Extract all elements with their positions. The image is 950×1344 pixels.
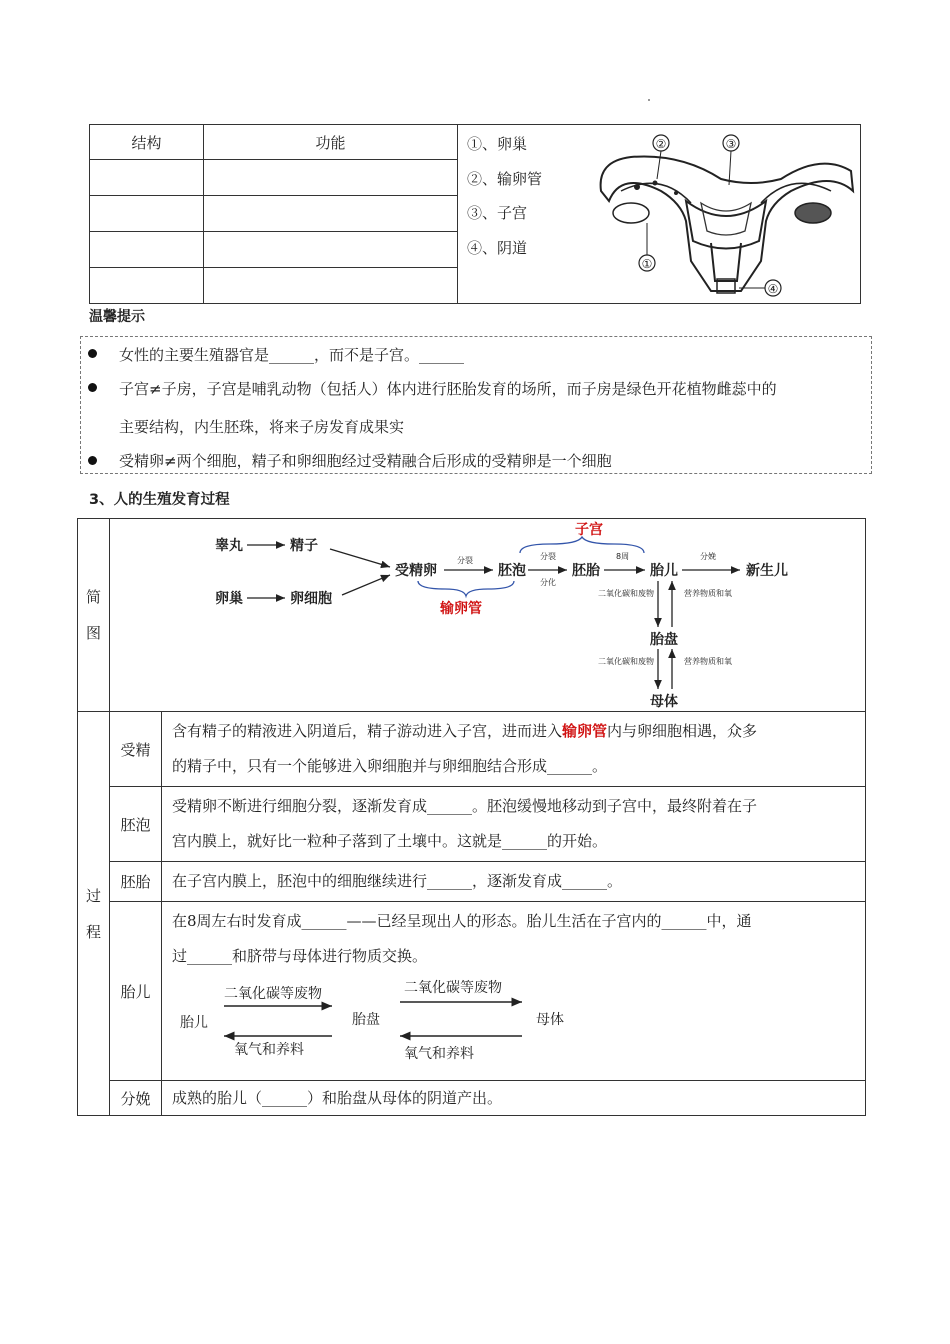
tips-title: 温馨提示 — [89, 309, 145, 325]
label-differentiate: 分化 — [540, 578, 556, 587]
label-divide-2: 分裂 — [540, 552, 556, 561]
label-delivery: 分娩 — [700, 552, 716, 561]
bullet-icon — [88, 349, 97, 358]
label-waste-2: 二氧化碳和废物 — [598, 657, 654, 666]
node-zygote: 受精卵 — [395, 563, 437, 579]
label-weeks: 8周 — [616, 552, 630, 561]
bullet-icon — [88, 456, 97, 465]
tip-3: 受精卵≠两个细胞，精子和卵细胞经过受精融合后形成的受精卵是一个细胞 — [119, 452, 612, 470]
process-label-cell — [78, 712, 110, 1116]
header-function: 功能 — [204, 125, 458, 160]
oviduct-highlight: 输卵管 — [562, 722, 608, 740]
header-structure: 结构 — [90, 125, 204, 160]
stage-delivery: 分娩 — [110, 1081, 162, 1116]
ex-placenta: 胎盘 — [352, 1012, 380, 1028]
stage-fetus-text: 在8周左右时发育成______——已经呈现出人的形态。胎儿生活在子宫内的______中，通 过______和脐带与母体进行物质交换。 胎儿 胎盘 母体 二氧化碳等废物 二氧化碳等废物 氧气和养料 氧气和养料 — [162, 902, 866, 1081]
diagram-label-cell — [78, 519, 110, 712]
tip-1: 女性的主要生殖器官是______，而不是子宫。______ — [119, 346, 465, 364]
stage-blastocyst-text: 受精卵不断进行细胞分裂，逐渐发育成______。胚泡缓慢地移动到子宫中，最终附着在子 宫内膜上，就好比一粒种子落到了土壤中。这就是______的开始。 — [162, 787, 866, 862]
label-uterus: 子宫 — [575, 522, 603, 538]
ex-mother: 母体 — [536, 1012, 564, 1028]
label-2: ② — [655, 137, 667, 151]
function-cell[interactable] — [204, 268, 458, 304]
stage-blastocyst: 胚泡 — [110, 787, 162, 862]
tips-box — [80, 336, 872, 474]
node-blastocyst: 胚泡 — [498, 563, 526, 579]
function-cell[interactable] — [204, 232, 458, 268]
process-table — [77, 518, 866, 1116]
label-nutrients-1: 营养物质和氧 — [684, 589, 732, 598]
development-flow-diagram — [110, 519, 847, 711]
female-reproductive-figure — [591, 131, 859, 299]
label-oviduct: 输卵管 — [440, 601, 482, 617]
label-3: ③ — [725, 137, 737, 151]
tip-2-cont: 主要结构，内生胚珠，将来子房发育成果实 — [119, 418, 405, 436]
node-ovary: 卵巢 — [215, 591, 243, 607]
structure-cell[interactable] — [90, 268, 204, 304]
exchange-diagram — [172, 978, 612, 1078]
node-testis: 睾丸 — [215, 538, 243, 554]
ex-waste-2: 二氧化碳等废物 — [404, 980, 502, 996]
ex-waste-1: 二氧化碳等废物 — [224, 986, 322, 1002]
structure-cell[interactable] — [90, 160, 204, 196]
label-1: ① — [641, 257, 653, 271]
diagram-cell — [110, 519, 866, 712]
node-embryo: 胚胎 — [572, 563, 600, 579]
diagram-label: 简图 — [85, 588, 101, 642]
structure-cell[interactable] — [90, 196, 204, 232]
node-sperm: 精子 — [290, 538, 318, 554]
part-vagina: ④、阴道 — [467, 238, 528, 257]
part-uterus: ③、子宫 — [467, 204, 528, 222]
node-fetus: 胎儿 — [650, 563, 678, 579]
label-waste-1: 二氧化碳和废物 — [598, 589, 654, 598]
stage-fertilization: 受精 — [110, 712, 162, 787]
page-dot — [648, 99, 650, 101]
stage-delivery-text: 成熟的胎儿（______）和胎盘从母体的阴道产出。 — [162, 1081, 866, 1116]
stage-fetus: 胎儿 — [110, 902, 162, 1081]
part-ovary: ①、卵巢 — [467, 135, 528, 153]
label-4: ④ — [767, 282, 779, 296]
stage-embryo-text: 在子宫内膜上，胚泡中的细胞继续进行______，逐渐发育成______。 — [162, 862, 866, 902]
function-cell[interactable] — [204, 196, 458, 232]
node-placenta: 胎盘 — [650, 632, 678, 648]
ex-oxygen-1: 氧气和养料 — [234, 1042, 304, 1058]
tip-2: 子宫≠子房，子宫是哺乳动物（包括人）体内进行胚胎发育的场所，而子房是绿色开花植物雌蕊中的 — [119, 380, 777, 398]
ex-fetus: 胎儿 — [180, 1015, 208, 1031]
part-list — [467, 127, 542, 265]
structure-function-table — [89, 124, 861, 304]
node-egg: 卵细胞 — [290, 591, 332, 607]
node-mother: 母体 — [650, 694, 678, 710]
function-cell[interactable] — [204, 160, 458, 196]
stage-fertilization-text: 含有精子的精液进入阴道后，精子游动进入子宫，进而进入输卵管内与卵细胞相遇，众多 的精子中，只有一个能够进入卵细胞并与卵细胞结合形成______。 — [162, 712, 866, 787]
bullet-icon — [88, 383, 97, 392]
node-newborn: 新生儿 — [746, 563, 788, 579]
part-oviduct: ②、输卵管 — [467, 169, 543, 188]
process-label: 过程 — [85, 886, 101, 941]
figure-cell — [458, 125, 861, 304]
stage-embryo: 胚胎 — [110, 862, 162, 902]
label-divide-1: 分裂 — [457, 556, 473, 565]
section-title: 3、人的生殖发育过程 — [89, 492, 230, 508]
label-nutrients-2: 营养物质和氧 — [684, 657, 732, 666]
ex-oxygen-2: 氧气和养料 — [404, 1046, 474, 1062]
structure-cell[interactable] — [90, 232, 204, 268]
